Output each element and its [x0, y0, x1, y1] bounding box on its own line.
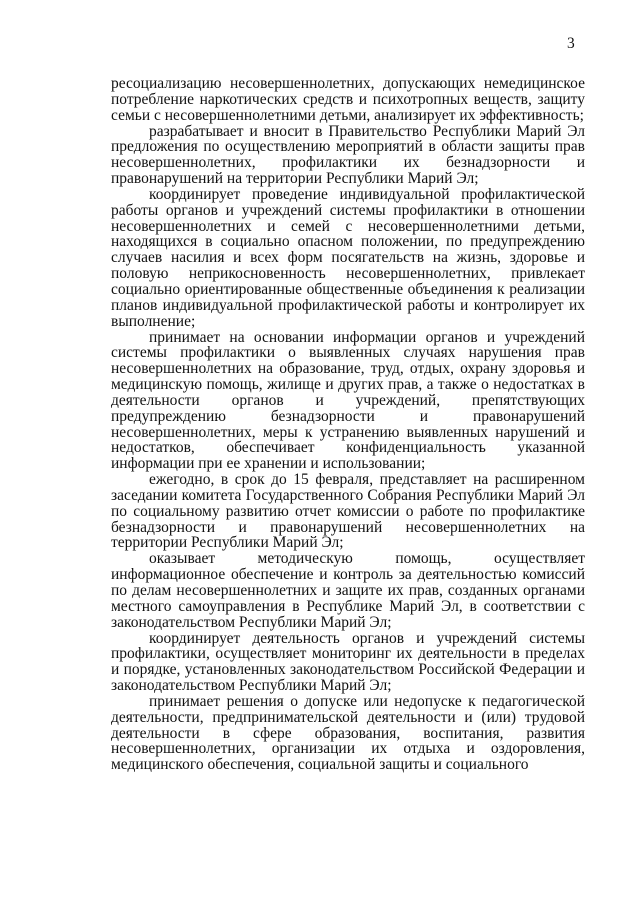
document-body	[111, 76, 585, 773]
paragraph-violation-measures: принимает на основании информации органов и учреждений системы профилактики о выявленных случаях нарушения прав несовершеннолетних на образование, труд, отдых, охрану здоровья и медицинскую помощь, жилище и других прав, а также о недостатках в деятельности органов и учреждений, препятствующих предупреждению безнадзорности и правонарушений несовершеннолетних, меры к устранению выявленных нарушений и недостатков, обеспечивает конфиденциальность указанной информации при ее хранении и использовании;	[111, 328, 585, 473]
paragraph-admission-decisions: принимает решения о допуске или недопуске к педагогической деятельности, предпринимательской деятельности и (или) трудовой деятельности в сфере образования, воспитания, развития несовершеннолетних, организации их отдыха и оздоровления, медицинского обеспечения, социальной защиты и социального	[111, 692, 585, 774]
paragraph-continuation: ресоциализацию несовершеннолетних, допускающих немедицинское потребление наркотических средств и психотропных веществ, защиту семьи с несовершеннолетними детьми, анализирует их эффективность;	[111, 75, 585, 124]
page-number: 3	[567, 35, 575, 52]
paragraph-methodical-assistance: оказывает методическую помощь, осуществляет информационное обеспечение и контроль за деятельностью комиссий по делам несовершеннолетних и защите их прав, созданных органами местного самоуправления в Республике Марий Эл, в соответствии с законодательством Республики Марий Эл;	[111, 550, 585, 631]
paragraph-coordination-individual-work: координирует проведение индивидуальной профилактической работы органов и учреждений системы профилактики в отношении несовершеннолетних и семей с несовершеннолетними детьми, находящихся в социально опасном положении, по предупреждению случаев насилия и всех форм посягательств на жизнь, здоровье и половую неприкосновенность несовершеннолетних, привлекает социально ориентированные общественные объединения к реализации планов индивидуальной профилактической работы и контролирует их выполнение;	[111, 185, 585, 330]
paragraph-coordination-monitoring: координирует деятельность органов и учреждений системы профилактики, осуществляет мониторинг их деятельности в пределах и порядке, установленных законодательством Российской Федерации и законодательством Республики Марий Эл;	[111, 629, 585, 695]
paragraph-proposals: разрабатывает и вносит в Правительство Республики Марий Эл предложения по осуществлению мероприятий в области защиты прав несовершеннолетних, профилактики их безнадзорности и правонарушений на территории Республики Марий Эл;	[111, 122, 585, 188]
paragraph-annual-report: ежегодно, в срок до 15 февраля, представляет на расширенном заседании комитета Государственного Собрания Республики Марий Эл по социальному развитию отчет комиссии о работе по профилактике безнадзорности и правонарушений несовершеннолетних на территории Республики Марий Эл;	[111, 471, 585, 552]
